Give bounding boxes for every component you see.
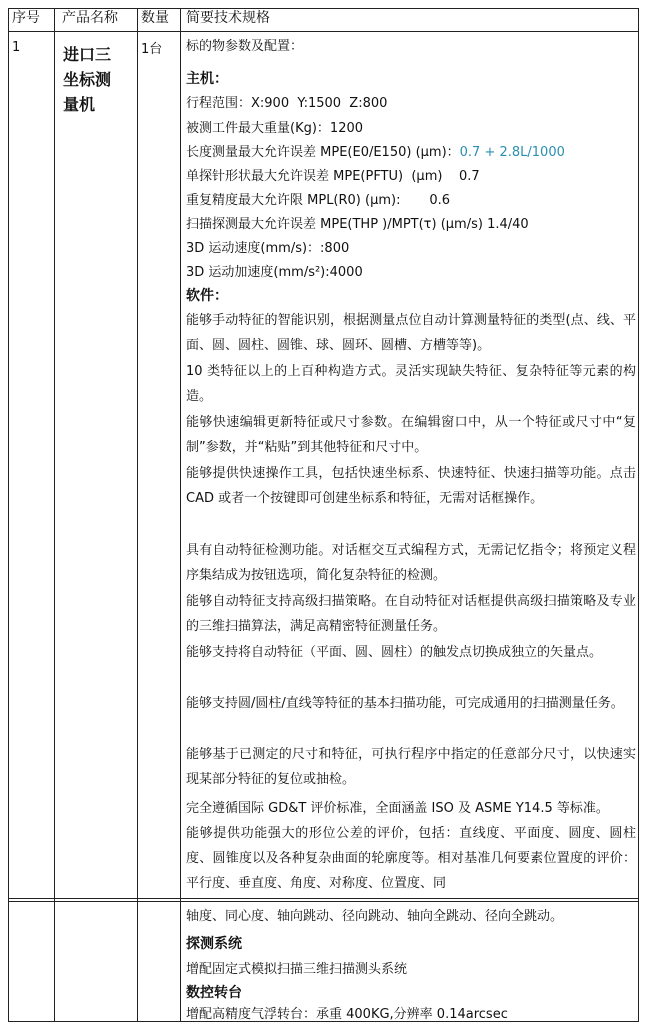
probe-text: 增配固定式模拟扫描三维扫描测头系统 [186,962,408,977]
software-paragraph: 能够提供快速操作工具，包括快速坐标系、快速特征、快速扫描等功能。点击 CAD 或者一个按键即可创建坐标系和特征，无需对话框操作。 [186,466,636,506]
header-name: 产品名称 [62,10,118,26]
product-name-line: 量机 [63,95,96,114]
host-heading: 主机： [186,71,228,87]
software-paragraph: 完全遵循国际 GD&T 评价标准，全面涵盖 ISO 及 ASME Y14.5 等标准。 [186,801,609,816]
row-index: 1 [12,40,21,55]
header-index: 序号 [12,10,40,26]
spec-probe-form: 单探针形状最大允许误差 MPE(PFTU) (μm) 0.7 [186,169,480,184]
software-paragraph: 能够手动特征的智能识别，根据测量点位自动计算测量特征的类型(点、线、平面、圆、圆柱、圆锥、球、圆环、圆槽、方槽等等)。 [186,313,636,353]
col-divider-name [137,8,138,1022]
spec-accel: 3D 运动加速度(mm/s²):4000 [186,265,363,280]
length-error-label: 长度测量最大允许误差 MPE(E0/E150) (μm)： [186,145,460,160]
software-paragraph: 能够自动特征支持高级扫描策略。在自动特征对话框提供高级扫描策略及专业的三维扫描算法，满足高精密特征测量任务。 [186,594,636,634]
software-paragraph: 能够支持圆/圆柱/直线等特征的基本扫描功能，可完成通用的扫描测量任务。 [186,696,624,711]
spec-max-weight: 被测工件最大重量(Kg)：1200 [186,121,364,136]
software-paragraph: 能够提供功能强大的形位公差的评价，包括：直线度、平面度、圆度、圆柱度、圆锥度以及各种复杂曲面的轮廓度等。相对基准几何要素位置度的评价：平行度、垂直度、角度、对称度、位置度、同 [186,826,636,891]
header-spec: 简要技术规格 [186,10,270,26]
software-paragraph: 能够支持将自动特征（平面、圆、圆柱）的触发点切换成独立的矢量点。 [186,645,603,660]
probe-heading: 探测系统 [186,936,242,952]
col-border-right [638,8,639,1022]
product-name [63,42,135,117]
length-error-value: 0.7 + 2.8L/1000 [459,145,565,160]
rotary-text: 增配高精度气浮转台：承重 400KG,分辨率 0.14arcsec [186,1007,508,1022]
col-border-left [8,8,9,1022]
software-paragraph-continuation: 轴度、同心度、轴向跳动、径向跳动、轴向全跳动、径向全跳动。 [186,909,564,924]
spec-length-error [186,141,638,160]
product-name-line: 坐标测 [63,70,112,89]
software-heading: 软件： [186,288,228,304]
software-paragraph: 具有自动特征检测功能。对话框交互式编程方式，无需记忆指令；将预定义程序集结成为按钮选项，简化复杂特征的检测。 [186,543,636,583]
product-name-line: 进口三 [63,45,112,64]
spec-repeat: 重复精度最大允许限 MPL(R0) (μm): 0.6 [186,193,451,208]
row-qty: 1台 [141,42,163,57]
spec-intro: 标的物参数及配置： [186,39,304,54]
header-divider [8,31,638,32]
header-qty: 数量 [141,10,169,26]
software-paragraph: 能够快速编辑更新特征或尺寸参数。在编辑窗口中，从一个特征或尺寸中“复制”参数，并“粘贴”到其他特征和尺寸中。 [186,415,636,455]
table-border-top [8,8,638,9]
spec-travel: 行程范围：X:900 Y:1500 Z:800 [186,96,388,111]
page-break-line-top [8,898,638,899]
col-divider-index [54,8,55,1022]
software-paragraph: 10 类特征以上的上百种构造方式。灵活实现缺失特征、复杂特征等元素的构造。 [186,364,636,404]
spec-speed: 3D 运动速度(mm/s)：:800 [186,241,350,256]
spec-scan-probe: 扫描探测最大允许误差 MPE(THP )/MPT(τ) (μm/s) 1.4/40 [186,217,529,232]
software-paragraph: 能够基于已测定的尺寸和特征，可执行程序中指定的任意部分尺寸，以快速实现某部分特征的复位或抽检。 [186,747,636,787]
rotary-heading: 数控转台 [186,985,242,1001]
col-divider-qty [180,8,181,1022]
page-break-line-bottom [8,901,638,902]
